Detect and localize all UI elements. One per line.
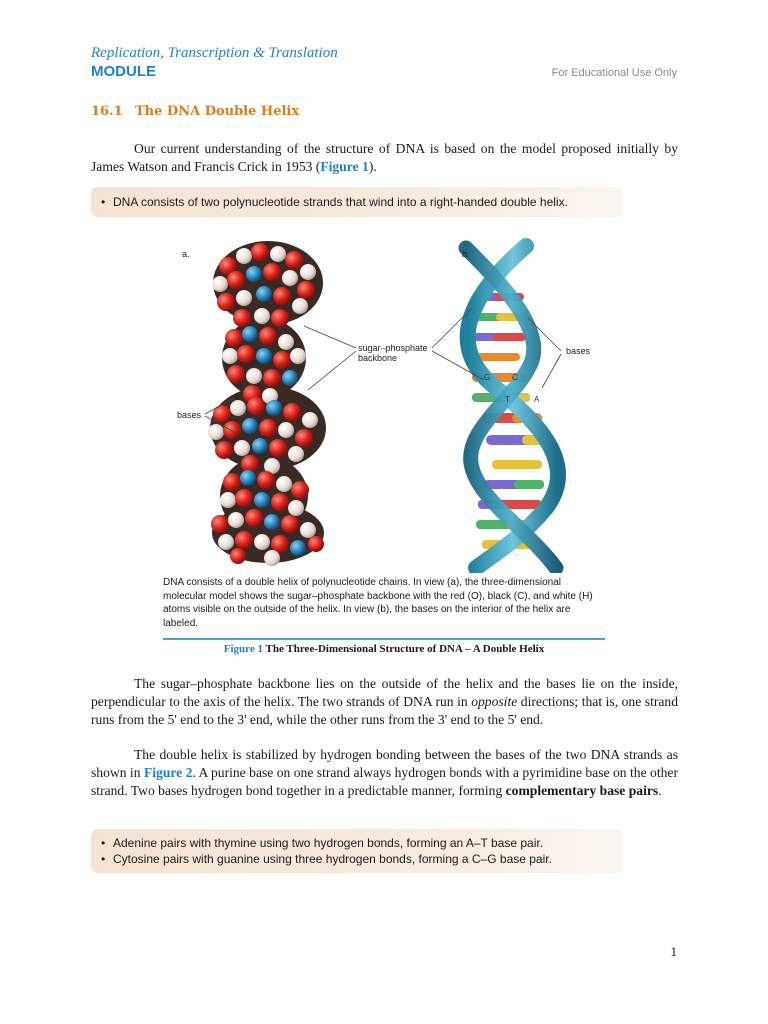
caption-divider (163, 638, 605, 640)
backbone-text-end: directions; that is, one strand runs from the 5' end to the 3' end, while the other runs from the 3' end to the 5' end. (91, 694, 678, 727)
hbond-text: The double helix is stabilized by hydrogen bonding between the bases of the two DNA strands as shown in (91, 747, 678, 780)
page-number: 1 (670, 944, 677, 959)
backbone-text: The sugar–phosphate backbone lies on the outside of the helix and the bases lie on the inside, perpendicular to the axis of the helix. The two strands of DNA run in (91, 676, 678, 709)
figure-number: Figure 1 (223, 643, 263, 655)
figure-1-link[interactable]: Figure 1 (320, 159, 369, 174)
module-label: MODULE (91, 63, 156, 80)
complementary-term: complementary base pairs (505, 783, 659, 798)
backbone-label: sugar–phosphate backbone (358, 343, 428, 363)
backbone-paragraph (91, 675, 678, 729)
intro-text-end: ). (368, 159, 377, 174)
dna-illustration (176, 238, 604, 573)
bullet: • (101, 852, 106, 866)
bases-label-right: bases (566, 346, 591, 356)
key-point-callout (91, 187, 623, 217)
bases-label-left: bases (177, 410, 202, 420)
bullet: • (101, 195, 106, 209)
section-heading (91, 104, 299, 119)
hbond-text-mid: . A purine base on one strand always hydrogen bonds with a pyrimidine base on the other strand. Two bases hydrogen bond together in a predictable manner, forming (91, 765, 678, 798)
intro-paragraph (91, 140, 678, 176)
bullet: • (101, 836, 106, 850)
base-c-label: C (512, 373, 518, 382)
figure-title-text: The Three-Dimensional Structure of DNA – A Double Helix (262, 643, 545, 655)
space-filling-model (208, 241, 326, 566)
hydrogen-bond-paragraph (91, 746, 678, 800)
section-title: The DNA Double Helix (135, 104, 300, 119)
dna-figure (176, 238, 604, 573)
at-pair-text: Adenine pairs with thymine using two hydrogen bonds, forming an A–T base pair. (113, 836, 544, 850)
ribbon-model (466, 246, 558, 568)
figure-2-link[interactable]: Figure 2 (143, 765, 193, 780)
section-number: 16.1 (91, 104, 123, 119)
base-a-label: A (534, 395, 540, 404)
base-g-label: G (484, 373, 491, 382)
figure-caption: DNA consists of a double helix of polynucleotide chains. In view (a), the three-dimensional molecular model shows the sugar–phosphate backbone with the red (O), black (C), and white (H) atoms visible on the outside of the helix. In view (b), the bases on the interior of the helix are labeled. (163, 577, 593, 629)
figure-title (163, 643, 605, 655)
view-b-label: b. (462, 249, 470, 259)
usage-note: For Educational Use Only (551, 67, 677, 79)
view-a-label: a. (182, 249, 190, 259)
module-series-title: Replication, Transcription & Translation (91, 45, 338, 61)
hbond-text-end: . (658, 783, 662, 798)
base-t-label: T (505, 395, 510, 404)
key-point-text: DNA consists of two polynucleotide strands that wind into a right-handed double helix. (113, 195, 568, 209)
intro-text: Our current understanding of the structure of DNA is based on the model proposed initially by James Watson and Francis Crick in 1953 ( (91, 141, 678, 174)
cg-pair-text: Cytosine pairs with guanine using three hydrogen bonds, forming a C–G base pair. (113, 852, 552, 866)
base-pair-callout (91, 829, 623, 873)
emphasis-opposite: opposite (471, 694, 518, 709)
